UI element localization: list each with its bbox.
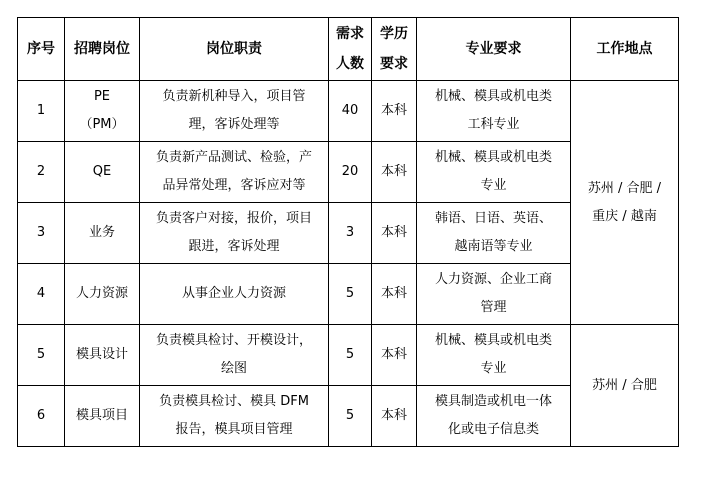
cell-education: 本科 bbox=[372, 386, 417, 447]
cell-headcount: 5 bbox=[329, 325, 372, 386]
cell-duty bbox=[140, 325, 329, 386]
cell-no: 4 bbox=[18, 264, 65, 325]
cell-education: 本科 bbox=[372, 81, 417, 142]
header-no: 序号 bbox=[18, 18, 65, 81]
cell-headcount: 5 bbox=[329, 264, 372, 325]
header-education-line1: 学历 bbox=[380, 26, 408, 42]
cell-no: 2 bbox=[18, 142, 65, 203]
header-education-line2: 要求 bbox=[380, 56, 408, 72]
cell-duty-line2: 绘图 bbox=[220, 361, 247, 376]
cell-position: 人力资源 bbox=[65, 264, 140, 325]
recruitment-table bbox=[17, 17, 679, 447]
cell-major-line2: 专业 bbox=[480, 178, 507, 193]
cell-duty-line2: 理，客诉处理等 bbox=[188, 117, 280, 132]
cell-headcount: 3 bbox=[329, 203, 372, 264]
cell-major bbox=[417, 203, 571, 264]
table-row bbox=[18, 325, 679, 386]
cell-education: 本科 bbox=[372, 203, 417, 264]
table-row bbox=[18, 81, 679, 142]
cell-major bbox=[417, 386, 571, 447]
header-duty: 岗位职责 bbox=[140, 18, 329, 81]
cell-major bbox=[417, 325, 571, 386]
cell-duty-line1: 负责客户对接，报价，项目 bbox=[155, 211, 312, 226]
cell-major-line2: 化或电子信息类 bbox=[447, 422, 539, 437]
cell-education: 本科 bbox=[372, 142, 417, 203]
location-group1-line1: 苏州 / 合肥 / bbox=[587, 180, 662, 196]
cell-major bbox=[417, 142, 571, 203]
cell-education: 本科 bbox=[372, 325, 417, 386]
cell-major-line1: 模具制造或机电一体 bbox=[434, 394, 552, 409]
cell-major bbox=[417, 81, 571, 142]
cell-duty-line2: 品异常处理，客诉应对等 bbox=[162, 178, 306, 193]
header-position: 招聘岗位 bbox=[65, 18, 140, 81]
cell-major-line2: 工科专业 bbox=[467, 117, 520, 132]
cell-position: QE bbox=[65, 142, 140, 203]
header-headcount-line1: 需求 bbox=[336, 26, 364, 42]
header-location: 工作地点 bbox=[571, 18, 679, 81]
cell-major-line1: 机械、模具或机电类 bbox=[434, 150, 552, 165]
cell-major-line1: 韩语、日语、英语、 bbox=[434, 211, 552, 226]
cell-location-group1 bbox=[571, 81, 679, 325]
cell-duty-line1: 负责新产品测试、检验，产 bbox=[155, 150, 312, 165]
cell-no: 5 bbox=[18, 325, 65, 386]
cell-no: 3 bbox=[18, 203, 65, 264]
header-major: 专业要求 bbox=[417, 18, 571, 81]
cell-location-group2: 苏州 / 合肥 bbox=[571, 325, 679, 447]
cell-no: 6 bbox=[18, 386, 65, 447]
cell-headcount: 40 bbox=[329, 81, 372, 142]
cell-duty-line1: 负责模具检讨、模具 DFM bbox=[159, 394, 309, 409]
header-headcount bbox=[329, 18, 372, 81]
cell-headcount: 5 bbox=[329, 386, 372, 447]
cell-major-line1: 机械、模具或机电类 bbox=[434, 333, 552, 348]
cell-major-line2: 越南语等专业 bbox=[454, 239, 533, 254]
cell-duty bbox=[140, 142, 329, 203]
cell-education: 本科 bbox=[372, 264, 417, 325]
cell-position bbox=[65, 81, 140, 142]
cell-major-line1: 人力资源、企业工商 bbox=[434, 272, 552, 287]
location-group1-line2: 重庆 / 越南 bbox=[592, 208, 657, 224]
cell-position-line1: PE bbox=[93, 89, 111, 104]
cell-duty bbox=[140, 386, 329, 447]
cell-position: 模具项目 bbox=[65, 386, 140, 447]
cell-duty-line2: 跟进，客诉处理 bbox=[188, 239, 280, 254]
cell-headcount: 20 bbox=[329, 142, 372, 203]
cell-major-line2: 管理 bbox=[480, 300, 507, 315]
cell-duty bbox=[140, 203, 329, 264]
cell-duty-line2: 报告，模具项目管理 bbox=[175, 422, 293, 437]
cell-position: 业务 bbox=[65, 203, 140, 264]
cell-major-line1: 机械、模具或机电类 bbox=[434, 89, 552, 104]
cell-position: 模具设计 bbox=[65, 325, 140, 386]
cell-major bbox=[417, 264, 571, 325]
cell-duty bbox=[140, 81, 329, 142]
cell-no: 1 bbox=[18, 81, 65, 142]
cell-position-line2: （PM） bbox=[79, 117, 125, 132]
header-education bbox=[372, 18, 417, 81]
header-row bbox=[18, 18, 679, 81]
header-headcount-line2: 人数 bbox=[336, 56, 364, 72]
cell-major-line2: 专业 bbox=[480, 361, 507, 376]
cell-duty: 从事企业人力资源 bbox=[140, 264, 329, 325]
cell-duty-line1: 负责新机种导入，项目管 bbox=[162, 89, 306, 104]
cell-duty-line1: 负责模具检讨、开模设计， bbox=[155, 333, 312, 348]
